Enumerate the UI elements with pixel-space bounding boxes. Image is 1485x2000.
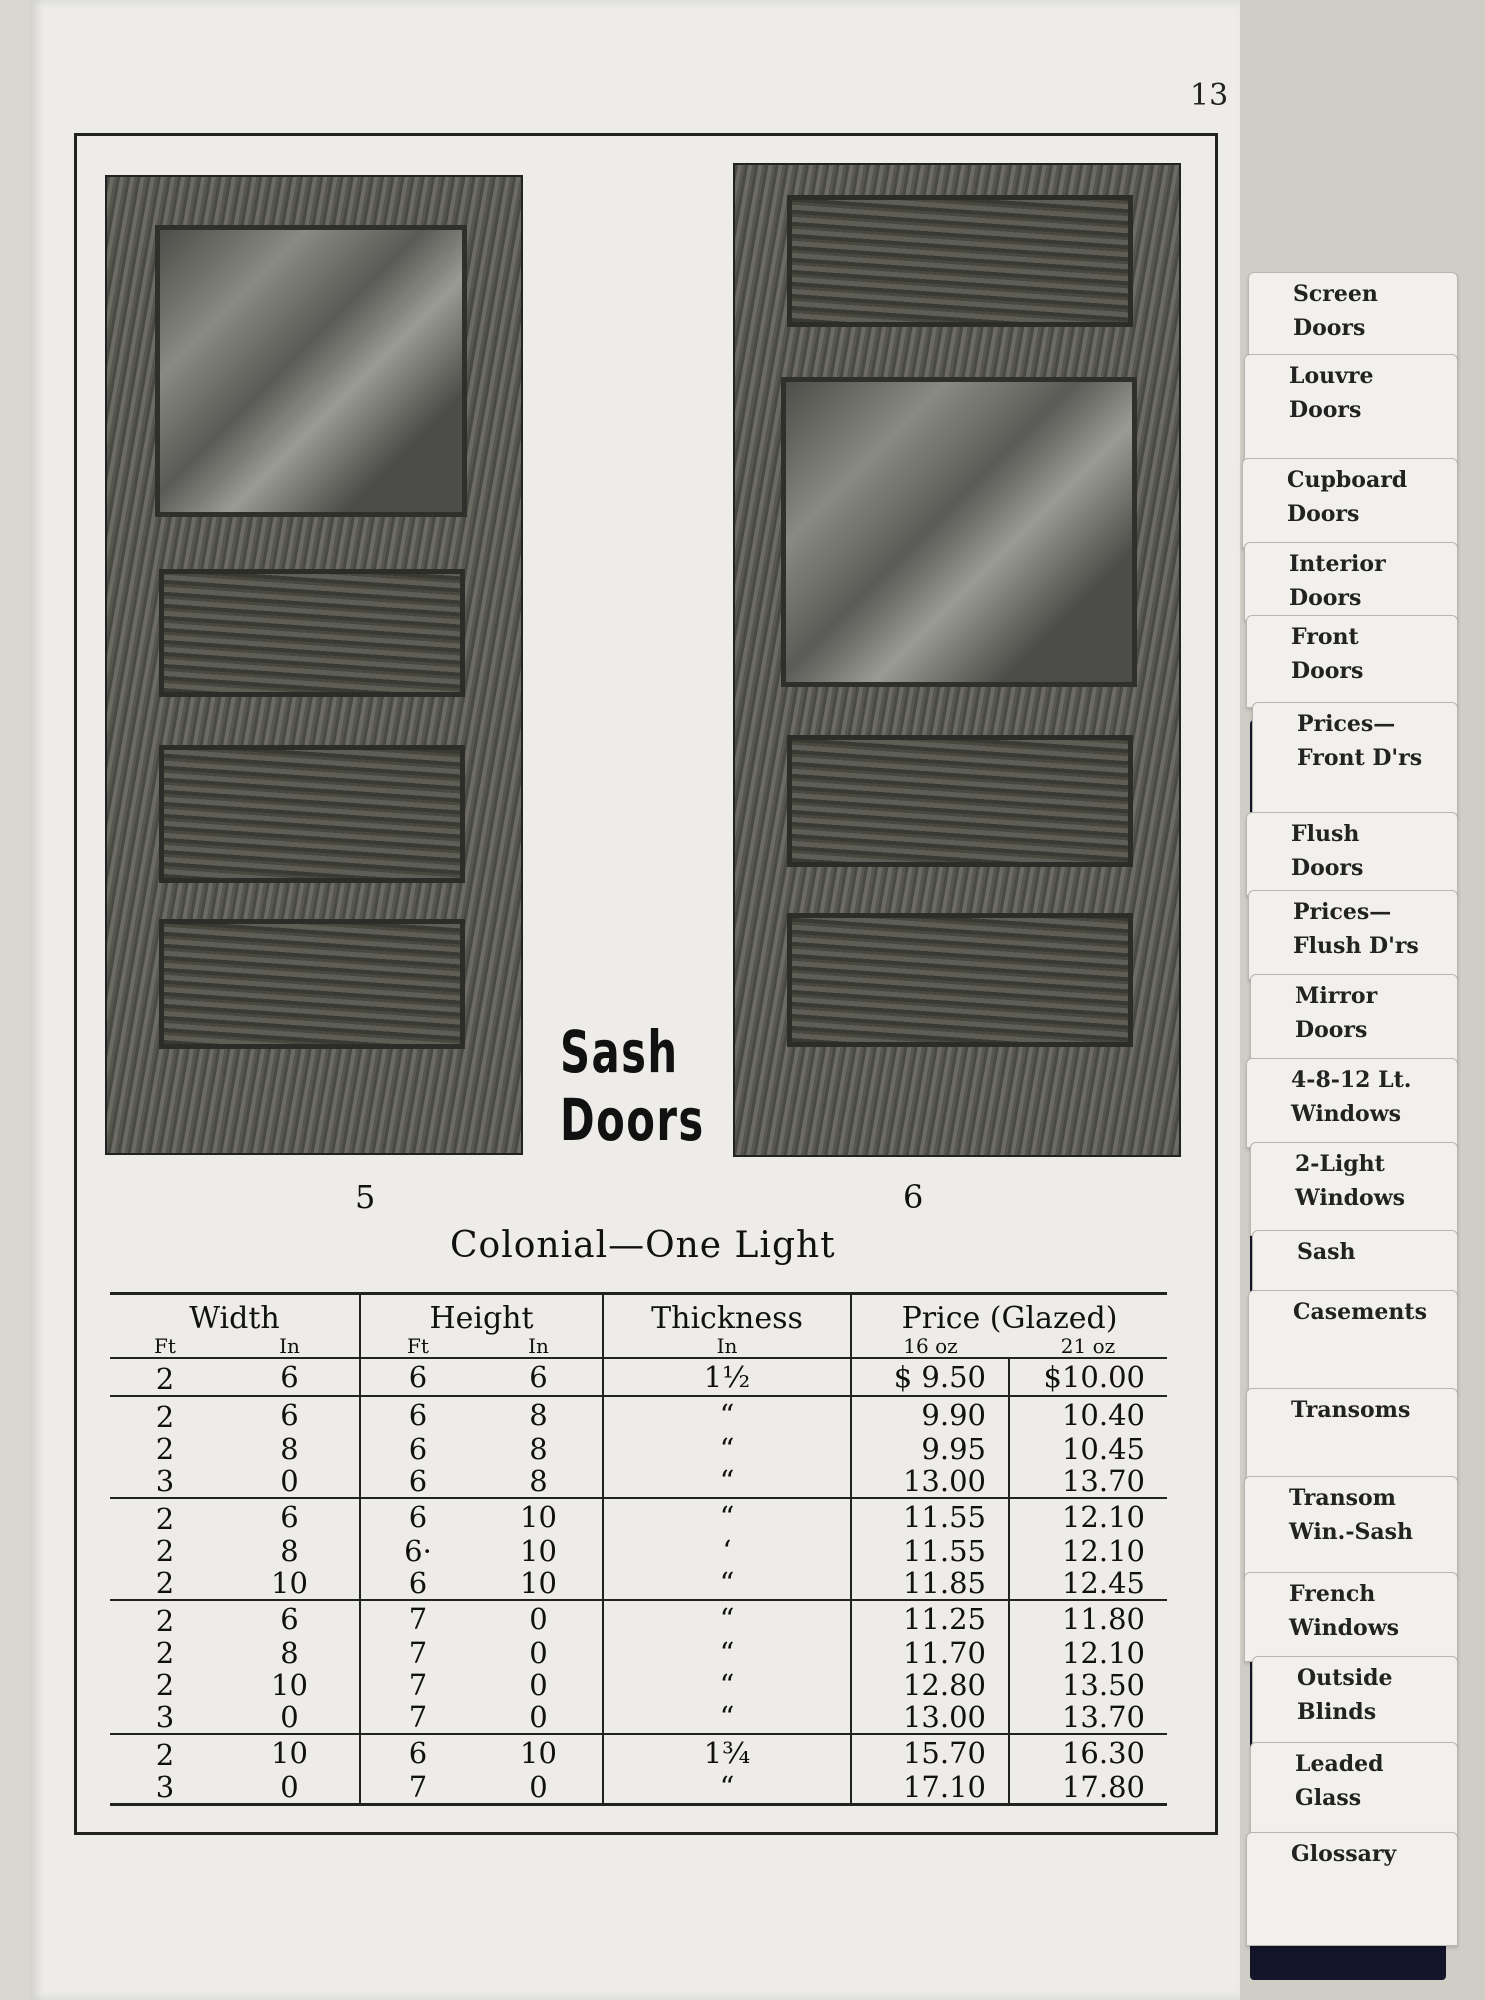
tab-label-line1: 4-8-12 Lt. — [1291, 1067, 1412, 1093]
door-6-label: 6 — [903, 1178, 924, 1216]
tab-16[interactable] — [1244, 1572, 1458, 1662]
cell-height-in: 8 — [475, 1465, 603, 1498]
door-5-glass — [155, 225, 467, 517]
header-width-in: In — [220, 1335, 360, 1358]
cell-height-in: 0 — [475, 1600, 603, 1637]
header-price-16oz: 16 oz — [903, 1334, 958, 1358]
cell-thickness: “ — [603, 1465, 851, 1498]
tab-label-line2: Doors — [1293, 315, 1366, 341]
tab-label-line1: Cupboard — [1287, 467, 1408, 493]
cell-width-in: 0 — [220, 1771, 360, 1805]
tab-label-line1: Front — [1291, 624, 1359, 650]
tab-label-line2: Windows — [1289, 1615, 1400, 1641]
cell-width-ft: 2 — [155, 1566, 175, 1600]
tab-label-line1: Screen — [1293, 281, 1378, 307]
table-row — [110, 1600, 1167, 1637]
cell-height-in: 0 — [475, 1701, 603, 1734]
tab-7[interactable] — [1246, 812, 1458, 896]
cell-thickness: “ — [603, 1498, 851, 1535]
tab-label-line2: Windows — [1291, 1101, 1402, 1127]
tab-14[interactable] — [1246, 1388, 1458, 1482]
door-6-top-panel — [787, 195, 1133, 327]
cell-price-21oz: 13.50 — [1061, 1668, 1145, 1702]
section-title-line2: Doors — [560, 1086, 705, 1154]
facing-page-edge — [0, 0, 31, 2000]
cell-width-ft: 3 — [155, 1700, 175, 1734]
tab-label-line2: Glass — [1295, 1785, 1362, 1811]
cell-price-21oz: 16.30 — [1061, 1736, 1145, 1770]
cell-width-ft: 2 — [155, 1604, 175, 1638]
door-6-image — [733, 163, 1181, 1157]
cell-thickness: 1½ — [603, 1358, 851, 1396]
cell-height-in: 10 — [475, 1567, 603, 1600]
tab-19[interactable] — [1246, 1832, 1458, 1946]
tab-label-line1: Louvre — [1289, 363, 1374, 389]
cell-width-in: 6 — [220, 1358, 360, 1396]
cell-width-ft: 2 — [155, 1636, 175, 1670]
cell-height-ft: 7 — [408, 1770, 428, 1804]
cell-height-in: 10 — [475, 1734, 603, 1771]
cell-width-ft: 2 — [155, 1534, 175, 1568]
table-row — [110, 1465, 1167, 1498]
cell-height-ft: 7 — [408, 1700, 428, 1734]
tab-label-line1: Transoms — [1291, 1397, 1411, 1423]
table-row — [110, 1535, 1167, 1567]
tab-label-line2: Doors — [1289, 397, 1362, 423]
cell-thickness: “ — [603, 1701, 851, 1734]
table-row — [110, 1567, 1167, 1600]
tab-12[interactable] — [1252, 1230, 1458, 1296]
tab-label-line2: Doors — [1287, 501, 1360, 527]
cell-thickness: “ — [603, 1396, 851, 1433]
cell-width-in: 0 — [220, 1465, 360, 1498]
header-height-ft: Ft — [407, 1334, 429, 1358]
table-row — [110, 1734, 1167, 1771]
cell-price-21oz: 13.70 — [1061, 1700, 1145, 1734]
tab-label-line1: Outside — [1297, 1665, 1393, 1691]
table-row — [110, 1358, 1167, 1396]
cell-width-in: 6 — [220, 1498, 360, 1535]
cell-price-16oz: 11.55 — [851, 1498, 1009, 1535]
cell-price-21oz: 17.80 — [1061, 1770, 1145, 1804]
tab-label-line2: Flush D'rs — [1293, 933, 1419, 959]
cell-price-21oz: 12.45 — [1061, 1566, 1145, 1600]
tab-label-line1: Mirror — [1295, 983, 1378, 1009]
door-5-panel-3 — [159, 919, 465, 1049]
cell-height-in: 0 — [475, 1637, 603, 1669]
cell-price-16oz: 11.25 — [851, 1600, 1009, 1637]
cell-price-21oz: 12.10 — [1061, 1534, 1145, 1568]
tab-label-line1: French — [1289, 1581, 1376, 1607]
tab-label-line2: Blinds — [1297, 1699, 1377, 1725]
cell-width-ft: 3 — [155, 1464, 175, 1498]
cell-height-ft: 6 — [408, 1432, 428, 1466]
cell-price-16oz: 11.70 — [851, 1637, 1009, 1669]
cell-thickness: “ — [603, 1433, 851, 1465]
tab-17[interactable] — [1252, 1656, 1458, 1748]
tab-label-line1: Glossary — [1291, 1841, 1397, 1867]
cell-width-in: 10 — [220, 1567, 360, 1600]
cell-height-in: 8 — [475, 1433, 603, 1465]
cell-height-ft: 7 — [408, 1602, 428, 1636]
cell-width-ft: 2 — [155, 1400, 175, 1434]
tab-label-line2: Win.-Sash — [1289, 1519, 1413, 1545]
door-6-panel-2 — [787, 913, 1133, 1047]
cell-width-in: 8 — [220, 1535, 360, 1567]
cell-price-21oz: 13.70 — [1061, 1464, 1145, 1498]
cell-width-in: 6 — [220, 1600, 360, 1637]
tab-label-line1: Casements — [1293, 1299, 1427, 1325]
cell-thickness: “ — [603, 1771, 851, 1805]
cell-width-in: 8 — [220, 1433, 360, 1465]
tab-11[interactable] — [1250, 1142, 1458, 1236]
cell-width-ft: 2 — [155, 1432, 175, 1466]
tab-label-line1: Interior — [1289, 551, 1386, 577]
cell-width-in: 8 — [220, 1637, 360, 1669]
cell-height-ft: 6 — [408, 1360, 428, 1394]
tab-label-line1: Leaded — [1295, 1751, 1384, 1777]
tab-10[interactable] — [1246, 1058, 1458, 1148]
tab-5[interactable] — [1246, 615, 1458, 708]
cell-width-in: 10 — [220, 1734, 360, 1771]
cell-price-21oz: $10.00 — [1043, 1360, 1145, 1394]
cell-height-ft: 6 — [408, 1398, 428, 1432]
tab-label-line2: Doors — [1289, 585, 1362, 611]
cell-width-ft: 2 — [155, 1502, 175, 1536]
cell-price-16oz: 11.85 — [851, 1567, 1009, 1600]
cell-price-16oz: 15.70 — [851, 1734, 1009, 1771]
tab-label-line2: Windows — [1295, 1185, 1406, 1211]
door-5-label: 5 — [355, 1178, 376, 1216]
tab-label-line1: Flush — [1291, 821, 1360, 847]
tab-4[interactable] — [1244, 542, 1458, 621]
header-height: Height — [360, 1294, 603, 1336]
table-row — [110, 1771, 1167, 1805]
cell-height-ft: 6 — [408, 1500, 428, 1534]
cell-width-in: 6 — [220, 1396, 360, 1433]
cell-height-in: 10 — [475, 1498, 603, 1535]
header-price-21oz: 21 oz — [1060, 1334, 1116, 1358]
cell-height-in: 0 — [475, 1669, 603, 1701]
page-number: 13 — [1190, 78, 1229, 113]
tab-3[interactable] — [1242, 458, 1458, 548]
subtitle: Colonial—One Light — [450, 1225, 836, 1266]
cell-width-ft: 3 — [155, 1770, 175, 1804]
tab-15[interactable] — [1244, 1476, 1458, 1578]
cell-price-21oz: 12.10 — [1061, 1636, 1145, 1670]
tab-9[interactable] — [1250, 974, 1458, 1064]
door-5-panel-2 — [159, 745, 465, 883]
cell-price-16oz: 9.95 — [851, 1433, 1009, 1465]
tab-label-line2: Doors — [1291, 658, 1364, 684]
cell-thickness: “ — [603, 1669, 851, 1701]
cell-height-in: 6 — [475, 1358, 603, 1396]
section-title-line1: Sash — [560, 1018, 679, 1086]
header-height-in: In — [475, 1335, 603, 1358]
cell-thickness: “ — [603, 1567, 851, 1600]
door-5-image — [105, 175, 523, 1155]
tab-1[interactable] — [1248, 272, 1458, 360]
tab-label-line2: Doors — [1295, 1017, 1368, 1043]
cell-price-21oz: 10.45 — [1061, 1432, 1145, 1466]
header-width-ft: Ft — [154, 1334, 176, 1358]
tab-18[interactable] — [1250, 1742, 1458, 1838]
cell-height-in: 10 — [475, 1535, 603, 1567]
price-table — [110, 1292, 1167, 1806]
cell-thickness: ‘ — [603, 1535, 851, 1567]
cell-height-ft: 6 — [408, 1566, 428, 1600]
cell-width-in: 0 — [220, 1701, 360, 1734]
tab-8[interactable] — [1248, 890, 1458, 980]
tab-label-line1: Prices— — [1297, 711, 1396, 737]
table-row — [110, 1396, 1167, 1433]
cell-width-ft: 2 — [155, 1668, 175, 1702]
cell-height-in: 8 — [475, 1396, 603, 1433]
tab-2[interactable] — [1244, 354, 1458, 464]
cell-price-21oz: 10.40 — [1061, 1398, 1145, 1432]
tab-label-line2: Front D'rs — [1297, 745, 1423, 771]
cell-price-21oz: 11.80 — [1061, 1602, 1145, 1636]
header-thickness: Thickness — [603, 1294, 851, 1336]
tab-label-line1: Sash — [1297, 1239, 1356, 1265]
cell-height-ft: 6 — [408, 1736, 428, 1770]
tab-label-line1: 2-Light — [1295, 1151, 1385, 1177]
cell-width-ft: 2 — [155, 1738, 175, 1772]
tab-6[interactable] — [1252, 702, 1458, 818]
cell-thickness: “ — [603, 1600, 851, 1637]
cell-price-16oz: $ 9.50 — [851, 1358, 1009, 1396]
cell-price-16oz: 12.80 — [851, 1669, 1009, 1701]
cell-price-21oz: 12.10 — [1061, 1500, 1145, 1534]
table-row — [110, 1498, 1167, 1535]
cell-price-16oz: 13.00 — [851, 1701, 1009, 1734]
tab-13[interactable] — [1248, 1290, 1458, 1394]
cell-width-in: 10 — [220, 1669, 360, 1701]
header-width: Width — [110, 1294, 360, 1336]
header-thickness-unit: In — [603, 1335, 851, 1358]
cell-thickness: 1¾ — [603, 1734, 851, 1771]
cell-height-ft: 7 — [408, 1636, 428, 1670]
tab-label-line1: Transom — [1289, 1485, 1396, 1511]
cell-height-ft: 6· — [404, 1534, 432, 1568]
table-row — [110, 1669, 1167, 1701]
header-price: Price (Glazed) — [901, 1301, 1118, 1336]
table-row — [110, 1433, 1167, 1465]
table-row — [110, 1637, 1167, 1669]
cell-price-16oz: 13.00 — [851, 1465, 1009, 1498]
table-row — [110, 1701, 1167, 1734]
door-5-panel-1 — [159, 569, 465, 697]
tab-label-line2: Doors — [1291, 855, 1364, 881]
door-6-glass — [781, 377, 1137, 687]
cell-height-in: 0 — [475, 1771, 603, 1805]
tab-label-line1: Prices— — [1293, 899, 1392, 925]
cell-thickness: “ — [603, 1637, 851, 1669]
cell-width-ft: 2 — [155, 1362, 175, 1396]
section-title — [560, 1018, 705, 1154]
door-6-panel-1 — [787, 735, 1133, 867]
cell-height-ft: 6 — [408, 1464, 428, 1498]
cell-price-16oz: 11.55 — [851, 1535, 1009, 1567]
cell-price-16oz: 17.10 — [851, 1771, 1009, 1805]
price-table-body — [110, 1358, 1167, 1805]
cell-price-16oz: 9.90 — [851, 1396, 1009, 1433]
cell-height-ft: 7 — [408, 1668, 428, 1702]
